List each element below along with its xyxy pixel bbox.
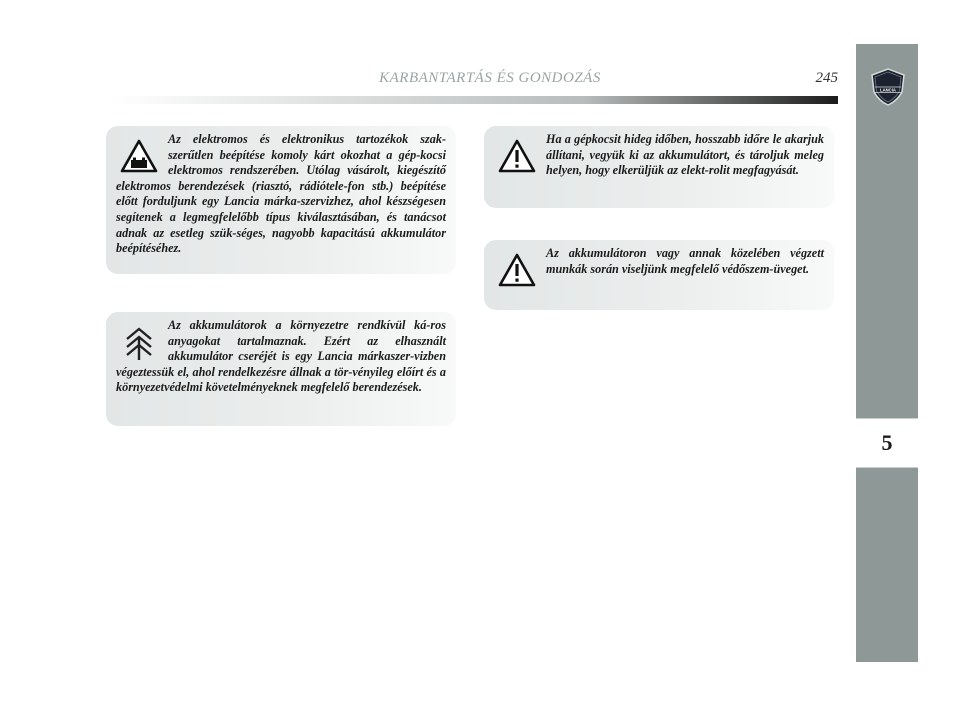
page-header-title: KARBANTARTÁS ÉS GONDOZÁS	[379, 70, 601, 86]
battery-accessories-note	[106, 126, 456, 274]
environment-icon	[116, 322, 162, 362]
page-number: 245	[815, 70, 838, 86]
note-text: Az akkumulátoron vagy annak közelében végzett munkák során viseljünk megfelelő védőszem-üveget.	[546, 246, 824, 276]
battery-environment-note	[106, 312, 456, 426]
chapter-side-tab	[856, 44, 918, 662]
battery-warning-icon	[116, 136, 162, 176]
safety-goggles-note	[484, 240, 834, 310]
lancia-logo-icon	[869, 68, 907, 106]
note-text: Az elektromos és elektronikus tartozékok szak-szerűtlen beépítése komoly kárt okozhat a gép-kocsi elektromos rendszerében. Utólag vásárolt, kiegészítő elektromos berendezések (riasztó, rádiótele-fon stb.) beépítése előtt forduljunk egy Lancia márka-szervizhez, ahol készségesen segítenek a legmegfelelőbb típus kiválasztásában, és tanácsot adnak az esetleg szük-séges, nagyobb kapacitású akkumulátor beépítéséhez.	[116, 132, 446, 256]
warning-triangle-icon	[494, 136, 540, 176]
header-divider	[110, 96, 838, 104]
note-text: Az akkumulátorok a környezetre rendkívül ká-ros anyagokat tartalmaznak. Ezért az elhasznált akkumulátor cseréjét is egy Lancia márkaszer-vizben végeztessük el, ahol rendelkezésre állnak a tör-vényileg előírt és a környezetvédelmi követelményeknek megfelelő berendezések.	[116, 318, 446, 395]
chapter-number: 5	[856, 418, 918, 468]
logo-text: LANCIA	[880, 87, 896, 93]
warning-triangle-icon	[494, 250, 540, 290]
cold-weather-note	[484, 126, 834, 208]
note-text: Ha a gépkocsit hideg időben, hosszabb időre le akarjuk állítani, vegyük ki az akkumulátort, és tároljuk meleg helyen, hogy elkerüljük az elekt-rolit megfagyását.	[546, 132, 824, 178]
